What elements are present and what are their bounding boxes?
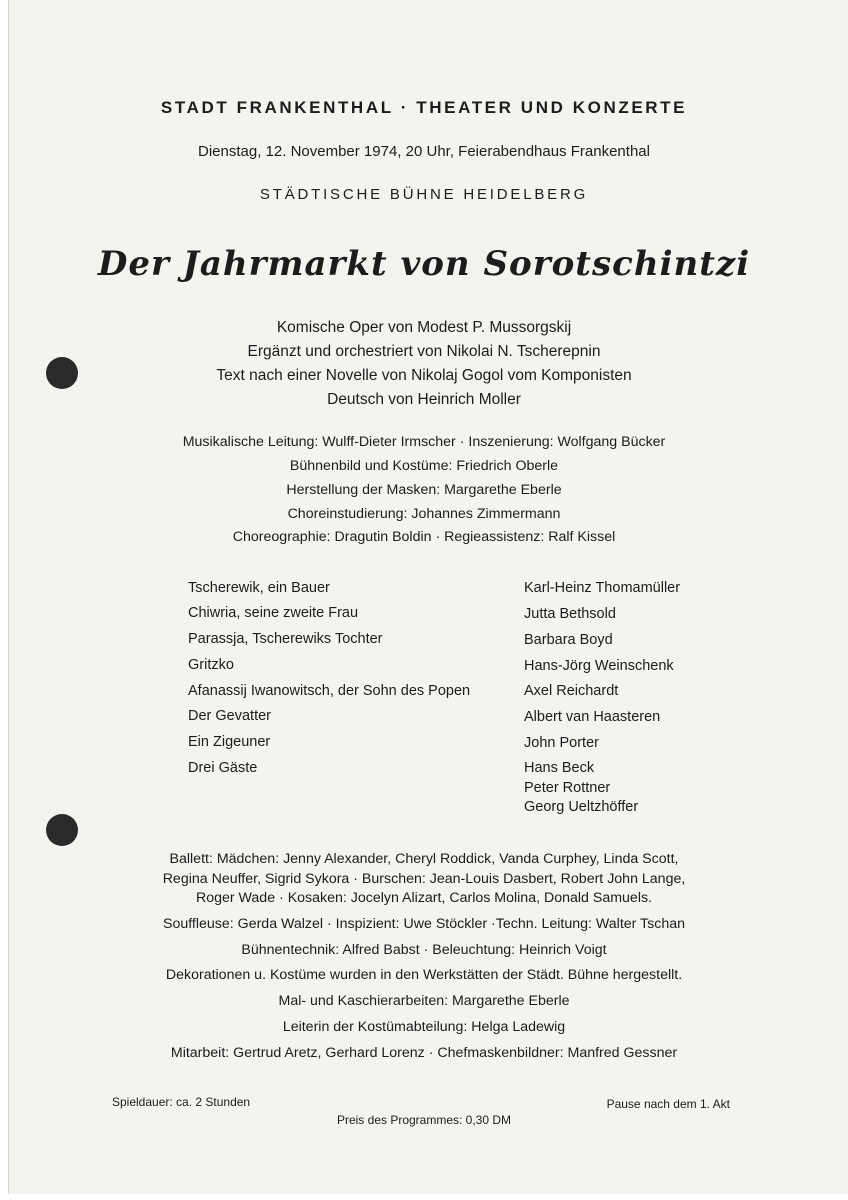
- opera-title: Der Jahrmarkt von Sorotschintzi: [97, 244, 751, 284]
- credit-line: Musikalische Leitung: Wulff-Dieter Irmscher · Inszenierung: Wolfgang Bücker: [182, 434, 666, 450]
- cast-role: Ein Zigeuner: [188, 734, 271, 750]
- theater-company: STÄDTISCHE BÜHNE HEIDELBERG: [259, 186, 589, 203]
- subtitle-line: Deutsch von Heinrich Moller: [327, 391, 521, 408]
- cast-actor: Hans Beck: [524, 760, 595, 776]
- subtitle-line: Komische Oper von Modest P. Mussorgskij: [276, 319, 572, 336]
- credit-line: Choreographie: Dragutin Boldin · Regieassistenz: Ralf Kissel: [232, 529, 616, 545]
- cast-actor: Peter Rottner: [524, 780, 611, 796]
- cast-actor: John Porter: [524, 735, 599, 751]
- cast-role: Afanassij Iwanowitsch, der Sohn des Popen: [188, 683, 471, 699]
- duration-note: Spieldauer: ca. 2 Stunden: [112, 1095, 251, 1109]
- subtitle-line: Ergänzt und orchestriert von Nikolai N. Tscherepnin: [247, 343, 601, 360]
- cast-actor: Albert van Haasteren: [524, 709, 661, 725]
- cast-role: Parassja, Tscherewiks Tochter: [188, 631, 383, 647]
- ballet-line: Regina Neuffer, Sigrid Sykora · Burschen: Jean-Louis Dasbert, Robert John Lange,: [162, 871, 686, 887]
- staff-line: Bühnentechnik: Alfred Babst · Beleuchtung: Heinrich Voigt: [241, 942, 607, 958]
- staff-line: Mitarbeit: Gertrud Aretz, Gerhard Lorenz · Chefmaskenbildner: Manfred Gessner: [170, 1045, 678, 1061]
- cast-actor: Karl-Heinz Thomamüller: [524, 580, 681, 596]
- punch-hole-bottom: [46, 814, 78, 846]
- performance-date: Dienstag, 12. November 1974, 20 Uhr, Feierabendhaus Frankenthal: [198, 143, 650, 160]
- organizer-heading: STADT FRANKENTHAL · THEATER UND KONZERTE: [160, 98, 688, 117]
- staff-line: Souffleuse: Gerda Walzel · Inspizient: Uwe Stöckler ·Techn. Leitung: Walter Tschan: [162, 916, 686, 932]
- cast-role: Chiwria, seine zweite Frau: [188, 605, 359, 621]
- credit-line: Bühnenbild und Kostüme: Friedrich Oberle: [289, 458, 559, 474]
- ballet-line: Ballett: Mädchen: Jenny Alexander, Cheryl Roddick, Vanda Curphey, Linda Scott,: [169, 851, 679, 867]
- ballet-line: Roger Wade · Kosaken: Jocelyn Alizart, Carlos Molina, Donald Samuels.: [195, 890, 653, 906]
- credit-line: Herstellung der Masken: Margarethe Eberle: [286, 482, 562, 498]
- staff-line: Leiterin der Kostümabteilung: Helga Ladewig: [282, 1019, 566, 1035]
- program-page: [8, 0, 848, 1194]
- staff-line: Dekorationen u. Kostüme wurden in den Werkstätten der Städt. Bühne hergestellt.: [165, 967, 683, 983]
- cast-actor: Georg Ueltzhöffer: [524, 799, 639, 815]
- cast-actor: Hans-Jörg Weinschenk: [524, 658, 674, 674]
- cast-role: Tscherewik, ein Bauer: [188, 580, 330, 596]
- credit-line: Choreinstudierung: Johannes Zimmermann: [287, 506, 561, 522]
- cast-actor: Barbara Boyd: [524, 632, 613, 648]
- cast-actor: Axel Reichardt: [524, 683, 619, 699]
- cast-role: Gritzko: [188, 657, 234, 673]
- cast-role: Drei Gäste: [188, 760, 258, 776]
- cast-actor: Jutta Bethsold: [524, 606, 616, 622]
- subtitle-line: Text nach einer Novelle von Nikolaj Gogol vom Komponisten: [216, 367, 632, 384]
- program-price: Preis des Programmes: 0,30 DM: [336, 1113, 512, 1127]
- staff-line: Mal- und Kaschierarbeiten: Margarethe Eberle: [278, 993, 570, 1009]
- intermission-note: Pause nach dem 1. Akt: [606, 1097, 730, 1111]
- cast-role: Der Gevatter: [188, 708, 271, 724]
